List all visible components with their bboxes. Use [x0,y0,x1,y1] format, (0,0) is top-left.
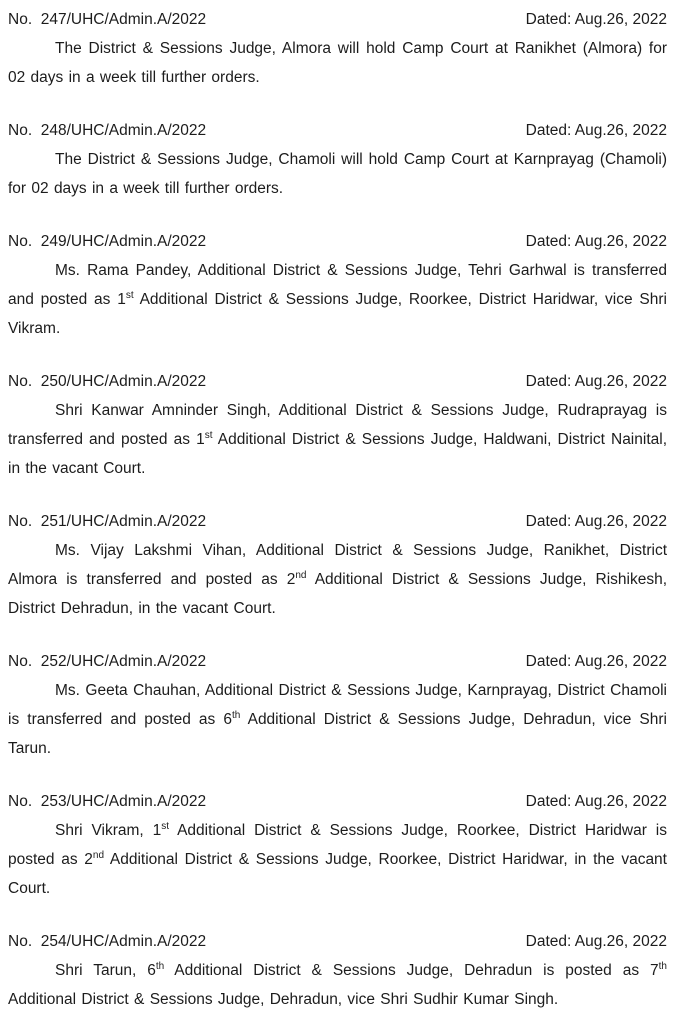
order-entry-header [8,227,667,256]
order-entry-header [8,507,667,536]
order-date: Dated: Aug.26, 2022 [525,513,667,530]
order-entry-header [8,116,667,145]
order-entry-header [8,5,667,34]
order-number: No. 253/UHC/Admin.A/2022 [8,793,207,810]
order-number: No. 252/UHC/Admin.A/2022 [8,653,207,670]
order-body: Ms. Rama Pandey, Additional District & Sessions Judge, Tehri Garhwal is transferred and posted as 1st Additional District & Sessions Judge, Roorkee, District Haridwar, vice Shri Vikram. [8,262,667,337]
order-number: No. 251/UHC/Admin.A/2022 [8,513,207,530]
order-entry [8,5,667,92]
order-date: Dated: Aug.26, 2022 [525,793,667,810]
orders-list [8,5,667,1014]
order-date: Dated: Aug.26, 2022 [525,11,667,28]
order-body: Shri Kanwar Amninder Singh, Additional District & Sessions Judge, Rudraprayag is transferred and posted as 1st Additional District & Sessions Judge, Haldwani, District Nainital, in the vacant Court. [8,402,667,477]
order-body: The District & Sessions Judge, Chamoli will hold Camp Court at Karnprayag (Chamoli) for 02 days in a week till further orders. [8,151,667,197]
order-body: Ms. Geeta Chauhan, Additional District & Sessions Judge, Karnprayag, District Chamoli is transferred and posted as 6th Additional District & Sessions Judge, Dehradun, vice Shri Tarun. [8,682,667,757]
order-body: Shri Vikram, 1st Additional District & Sessions Judge, Roorkee, District Haridwar is posted as 2nd Additional District & Sessions Judge, Roorkee, District Haridwar, in the vacant Court. [8,820,667,897]
order-number: No. 249/UHC/Admin.A/2022 [8,233,207,250]
order-date: Dated: Aug.26, 2022 [525,233,667,250]
order-date: Dated: Aug.26, 2022 [525,653,667,670]
order-number: No. 254/UHC/Admin.A/2022 [8,933,207,950]
order-number: No. 247/UHC/Admin.A/2022 [8,11,207,28]
order-number: No. 248/UHC/Admin.A/2022 [8,122,207,139]
order-entry-header [8,367,667,396]
order-entry [8,927,667,1014]
order-date: Dated: Aug.26, 2022 [525,933,667,950]
order-date: Dated: Aug.26, 2022 [525,122,667,139]
order-entry [8,507,667,623]
order-date: Dated: Aug.26, 2022 [525,373,667,390]
order-body: Shri Tarun, 6th Additional District & Sessions Judge, Dehradun is posted as 7th Additional District & Sessions Judge, Dehradun, vice Shri Sudhir Kumar Singh. [8,960,667,1008]
order-number: No. 250/UHC/Admin.A/2022 [8,373,207,390]
order-entry [8,116,667,203]
order-entry [8,227,667,343]
order-body: Ms. Vijay Lakshmi Vihan, Additional District & Sessions Judge, Ranikhet, District Almora is transferred and posted as 2nd Additional District & Sessions Judge, Rishikesh, District Dehradun, in the vacant Court. [8,542,667,617]
order-entry [8,367,667,483]
order-body: The District & Sessions Judge, Almora will hold Camp Court at Ranikhet (Almora) for 02 days in a week till further orders. [8,40,667,86]
order-entry-header [8,647,667,676]
order-entry [8,647,667,763]
order-entry-header [8,927,667,956]
order-entry [8,787,667,903]
order-entry-header [8,787,667,816]
